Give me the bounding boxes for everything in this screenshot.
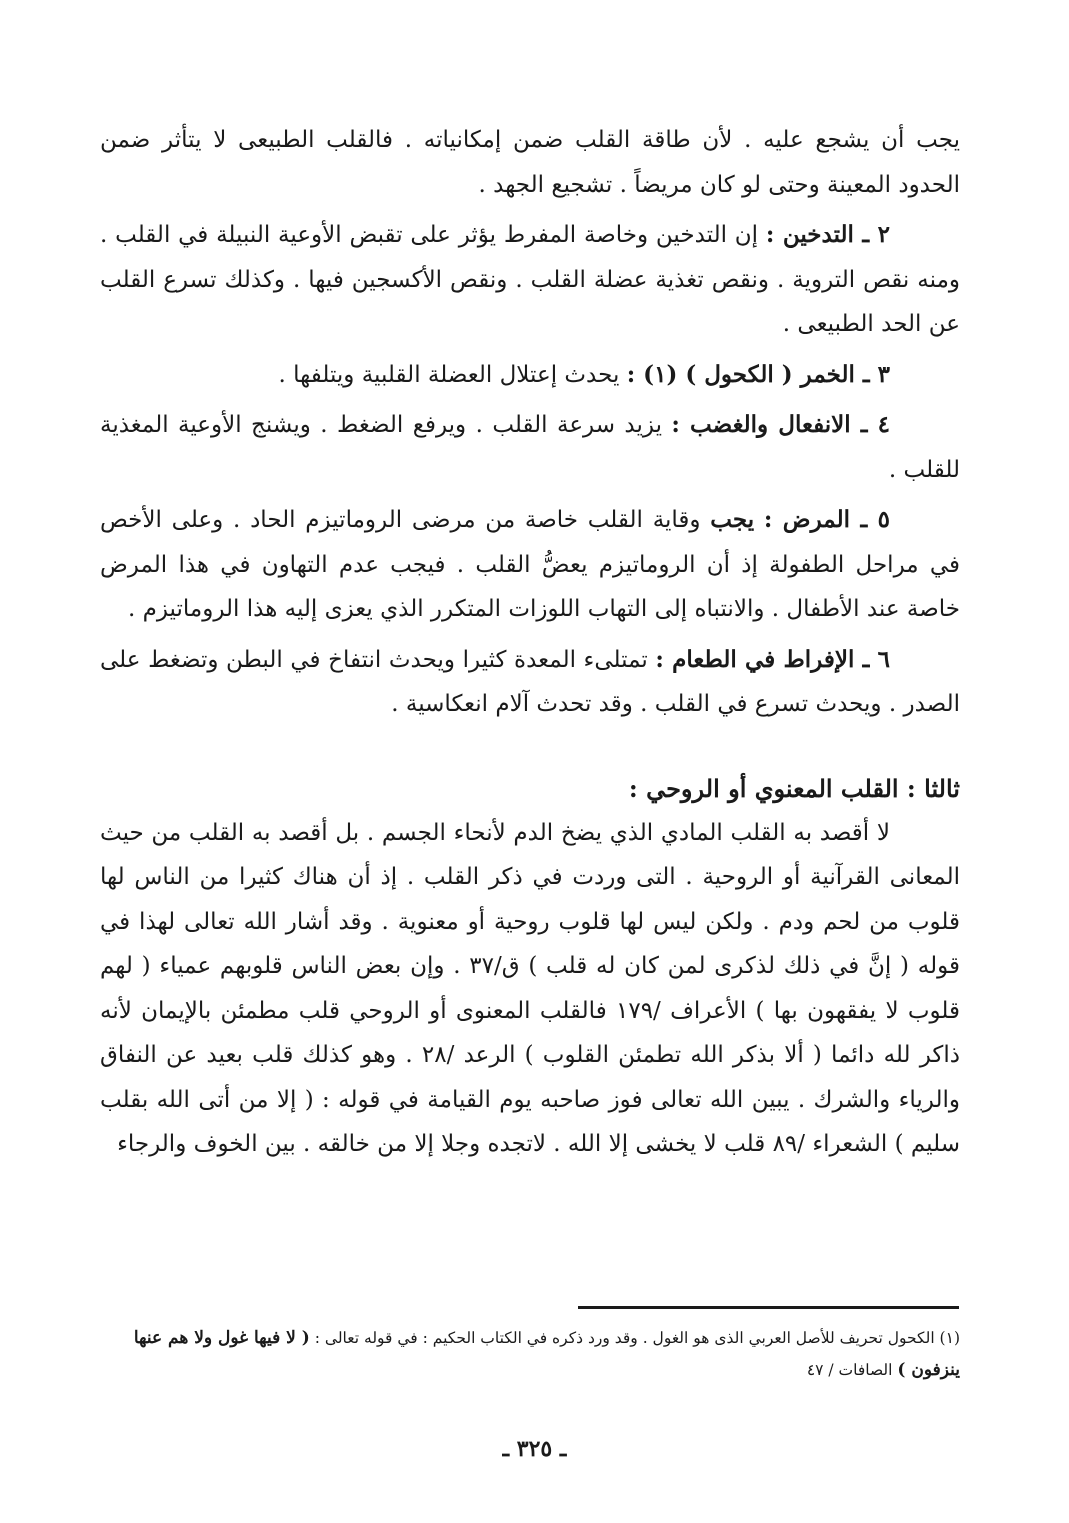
paragraph-lead: ٣ ـ الخمر ( الكحول ) (١) : (626, 360, 890, 388)
paragraph-text: إن التدخين وخاصة المفرط يؤثر على تقبض الأوعية النبيلة في القلب . ومنه نقص التروية . ونقص تغذية عضلة القلب . ونقص الأكسجين فيها . وكذلك تسرع القلب عن الحد الطبيعى . (100, 222, 960, 337)
section-body: لا أقصد به القلب المادي الذي يضخ الدم لأنحاء الجسم . بل أقصد به القلب من حيث المعانى القرآنية أو الروحية . التى وردت في ذكر القلب . إذ أن هناك كثيرا من الناس لها قلوب من لحم ودم . ولكن ليس لها قلوب روحية أو معنوية . وقد أشار الله تعالى لهذا في قوله ( إنَّ في ذلك لذكرى لمن كان له قلب ) ق/٣٧ . وإن بعض الناس قلوبهم عمياء ( لهم قلوب لا يفقهون بها ) الأعراف /١٧٩ فالقلب المعنوى أو الروحي قلب مطمئن بالإيمان لأنه ذاكر لله دائما ( ألا بذكر الله تطمئن القلوب ) الرعد /٢٨ . وهو كذلك قلب بعيد عن النفاق والرياء والشرك . يبين الله تعالى فوز صاحبه يوم القيامة في قوله : ( إلا من أتى الله بقلب سليم ) الشعراء /٨٩ قلب لا يخشى إلا الله . لاتجده وجلا إلا من خالقه . بين الخوف والرجاء (100, 819, 960, 1157)
footnote-text: (١) الكحول تحريف للأصل العربي الذى هو الغول . وقد ورد ذكره في الكتاب الحكيم : في قوله تعالى : (309, 1329, 960, 1347)
paragraph-lead: ٦ ـ الإفراط في الطعام : (655, 645, 890, 673)
footnote-reference: الصافات / ٤٧ (806, 1361, 898, 1379)
paragraph-text: يزيد سرعة القلب . ويرفع الضغط . ويشنج الأوعية المغذية للقلب . (100, 412, 960, 483)
section-heading: ثالثا : القلب المعنوي أو الروحي : (628, 773, 960, 803)
footnote-quote: ( لا فيها غول ولا هم عنها ينزفون ) (133, 1328, 960, 1380)
paragraph-overeating (100, 638, 960, 727)
paragraph-lead: ٤ ـ الانفعال والغضب : (671, 411, 890, 438)
paragraph-text: تمتلىء المعدة كثيرا ويحدث انتفاخ في البطن وتضغط على الصدر . ويحدث تسرع في القلب . وقد تحدث آلام انعكاسية . (100, 646, 960, 717)
paragraph-text: يجب أن يشجع عليه . لأن طاقة القلب ضمن إمكانياته . فالقلب الطبيعى لا يتأثر ضمن الحدود المعينة وحتى لو كان مريضاً . تشجيع الجهد . (100, 127, 960, 198)
paragraph-intro (100, 118, 960, 207)
paragraph-bold-word: يجب (710, 506, 755, 533)
paragraph-alcohol (100, 353, 960, 398)
paragraph-disease (100, 498, 960, 632)
paragraph-text: وقاية القلب خاصة من مرضى الروماتيزم الحاد . وعلى الأخص في مراحل الطفولة إذ أن الروماتيزم يعضُّ القلب . فيجب عدم التهاون في هذا المرض خاصة عند الأطفال . والانتباه إلى التهاب اللوزات المتكرر الذي يعزى إليه هذا الروماتيزم . (100, 507, 960, 622)
footnote (100, 1322, 960, 1386)
paragraph-text: يحدث إعتلال العضلة القلبية ويتلفها . (278, 361, 627, 388)
paragraph-lead: ٢ ـ التدخين : (765, 221, 891, 248)
paragraph-anger (100, 403, 960, 492)
paragraph-lead: ٥ ـ المرض : (763, 506, 890, 533)
footnote-divider (578, 1306, 959, 1309)
page-number: ـ ٣٢٥ ـ (502, 1436, 567, 1462)
page-body (100, 118, 960, 1167)
paragraph-smoking (100, 213, 960, 347)
